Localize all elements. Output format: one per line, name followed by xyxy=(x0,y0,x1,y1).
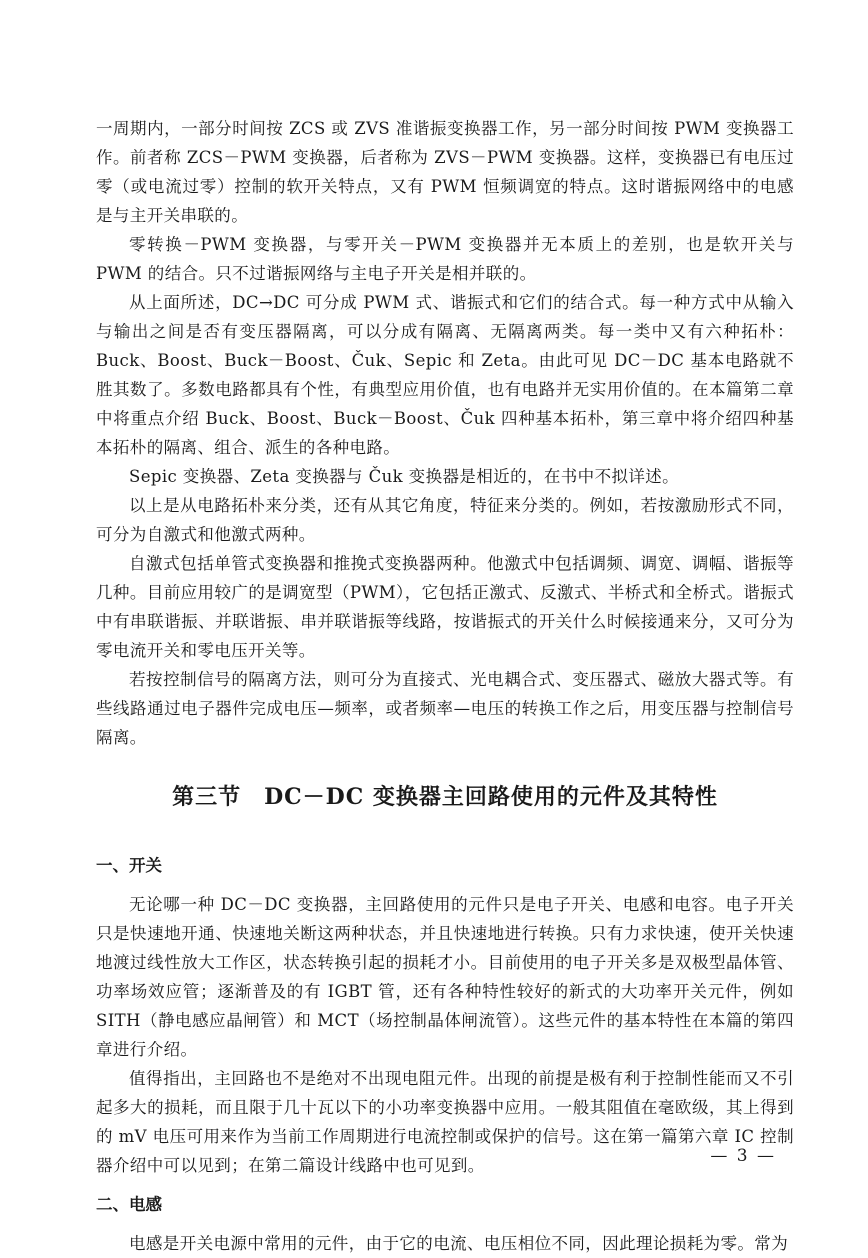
section-title: 第三节 DC－DC 变换器主回路使用的元件及其特性 xyxy=(172,784,718,810)
paragraph-2: 零转换－PWM 变换器，与零开关－PWM 变换器并无本质上的差别，也是软开关与 PWM 的结合。只不过谐振网络与主电子开关是相并联的。 xyxy=(96,235,794,283)
subsection-heading-inductor: 二、电感 xyxy=(96,1195,162,1214)
paragraph-switch-1: 无论哪一种 DC－DC 变换器，主回路使用的元件只是电子开关、电感和电容。电子开关只是快速地开通、快速地关断这两种状态，并且快速地进行转换。只有力求快速，使开关快速地渡过线性放大工作区，状态转换引起的损耗才小。目前使用的电子开关多是双极型晶体管、功率场效应管；逐渐普及的有 IGBT 管，还有各种特性较好的新式的大功率开关元件，例如 SITH（静电感应晶闸管）和 MCT（场控制晶体闸流管）。这些元件的基本特性在本篇的第四章进行介绍。 xyxy=(96,895,794,1059)
paragraph-inductor-1: 电感是开关电源中常用的元件，由于它的电流、电压相位不同，因此理论损耗为零。常为 xyxy=(129,1234,789,1253)
paragraph-7: 若按控制信号的隔离方法，则可分为直接式、光电耦合式、变压器式、磁放大器式等。有些线路通过电子器件完成电压—频率，或者频率—电压的转换工作之后，用变压器与控制信号隔离。 xyxy=(96,670,794,747)
subsection-heading-switch: 一、开关 xyxy=(96,856,162,875)
paragraph-6: 自激式包括单管式变换器和推挽式变换器两种。他激式中包括调频、调宽、调幅、谐振等几种。目前应用较广的是调宽型（PWM），它包括正激式、反激式、半桥式和全桥式。谐振式中有串联谐振、并联谐振、串并联谐振等线路，按谐振式的开关什么时候接通来分，又可分为零电流开关和零电压开关等。 xyxy=(96,554,794,660)
paragraph-1: 一周期内，一部分时间按 ZCS 或 ZVS 准谐振变换器工作，另一部分时间按 PWM 变换器工作。前者称 ZCS－PWM 变换器，后者称为 ZVS－PWM 变换器。这样，变换器已有电压过零（或电流过零）控制的软开关特点，又有 PWM 恒频调宽的特点。这时谐振网络中的电感是与主开关串联的。 xyxy=(96,119,794,225)
paragraph-switch-2: 值得指出，主回路也不是绝对不出现电阻元件。出现的前提是极有利于控制性能而又不引起多大的损耗，而且限于几十瓦以下的小功率变换器中应用。一般其阻值在毫欧级，其上得到的 mV 电压可用来作为当前工作周期进行电流控制或保护的信号。这在第一篇第六章 IC 控制器介绍中可以见到；在第二篇设计线路中也可见到。 xyxy=(96,1069,794,1175)
paragraph-5: 以上是从电路拓朴来分类，还有从其它角度，特征来分类的。例如，若按激励形式不同，可分为自激式和他激式两种。 xyxy=(96,496,794,544)
page-body xyxy=(96,114,794,1258)
page-number: — 3 — xyxy=(710,1146,776,1166)
paragraph-4: Sepic 变换器、Zeta 变换器与 Čuk 变换器是相近的，在书中不拟详述。 xyxy=(129,467,680,486)
paragraph-3: 从上面所述，DC→DC 可分成 PWM 式、谐振式和它们的结合式。每一种方式中从输入与输出之间是否有变压器隔离，可以分成有隔离、无隔离两类。每一类中又有六种拓朴：Buck、Boost、Buck－Boost、Čuk、Sepic 和 Zeta。由此可见 DC－DC 基本电路就不胜其数了。多数电路都具有个性，有典型应用价值，也有电路并无实用价值的。在本篇第二章中将重点介绍 Buck、Boost、Buck－Boost、Čuk 四种基本拓朴，第三章中将介绍四种基本拓朴的隔离、组合、派生的各种电路。 xyxy=(96,293,794,457)
